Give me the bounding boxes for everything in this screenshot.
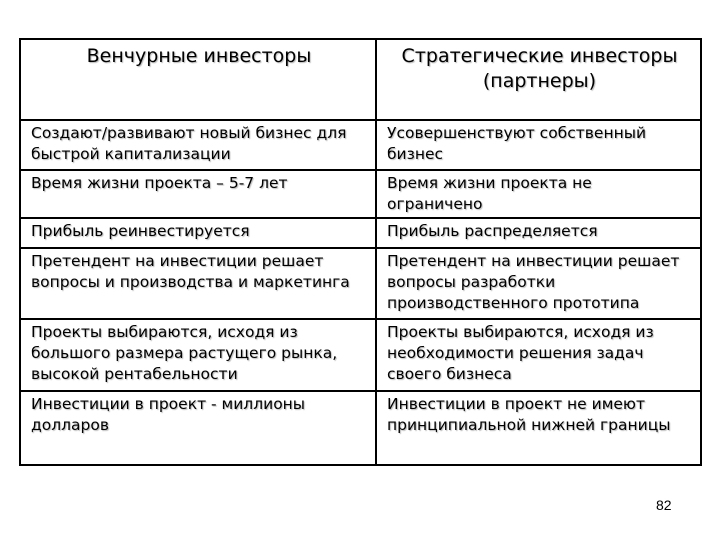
table-row bbox=[20, 248, 701, 319]
table-cell-strategic: Прибыль распределяется bbox=[376, 218, 701, 248]
table-cell-venture: Время жизни проекта – 5-7 лет bbox=[20, 170, 376, 218]
table-row bbox=[20, 218, 701, 248]
page-number: 82 bbox=[656, 497, 672, 513]
header-strategic-investors: Стратегические инвесторы (партнеры) bbox=[376, 39, 701, 120]
comparison-table bbox=[19, 38, 702, 466]
table-row bbox=[20, 120, 701, 170]
table-row bbox=[20, 170, 701, 218]
table-row bbox=[20, 391, 701, 465]
header-venture-investors: Венчурные инвесторы bbox=[20, 39, 376, 120]
table-cell-venture: Инвестиции в проект - миллионы долларов bbox=[20, 391, 376, 465]
table-cell-venture: Создают/развивают новый бизнес для быстрой капитализации bbox=[20, 120, 376, 170]
table-cell-venture: Прибыль реинвестируется bbox=[20, 218, 376, 248]
table-cell-strategic: Проекты выбираются, исходя из необходимости решения задач своего бизнеса bbox=[376, 319, 701, 391]
table-row bbox=[20, 319, 701, 391]
table-header-row bbox=[20, 39, 701, 120]
table-cell-venture: Проекты выбираются, исходя из большого размера растущего рынка, высокой рентабельности bbox=[20, 319, 376, 391]
table-cell-strategic: Инвестиции в проект не имеют принципиальной нижней границы bbox=[376, 391, 701, 465]
table-cell-venture: Претендент на инвестиции решает вопросы и производства и маркетинга bbox=[20, 248, 376, 319]
table-cell-strategic: Усовершенствуют собственный бизнес bbox=[376, 120, 701, 170]
table-cell-strategic: Время жизни проекта не ограничено bbox=[376, 170, 701, 218]
table-cell-strategic: Претендент на инвестиции решает вопросы разработки производственного прототипа bbox=[376, 248, 701, 319]
